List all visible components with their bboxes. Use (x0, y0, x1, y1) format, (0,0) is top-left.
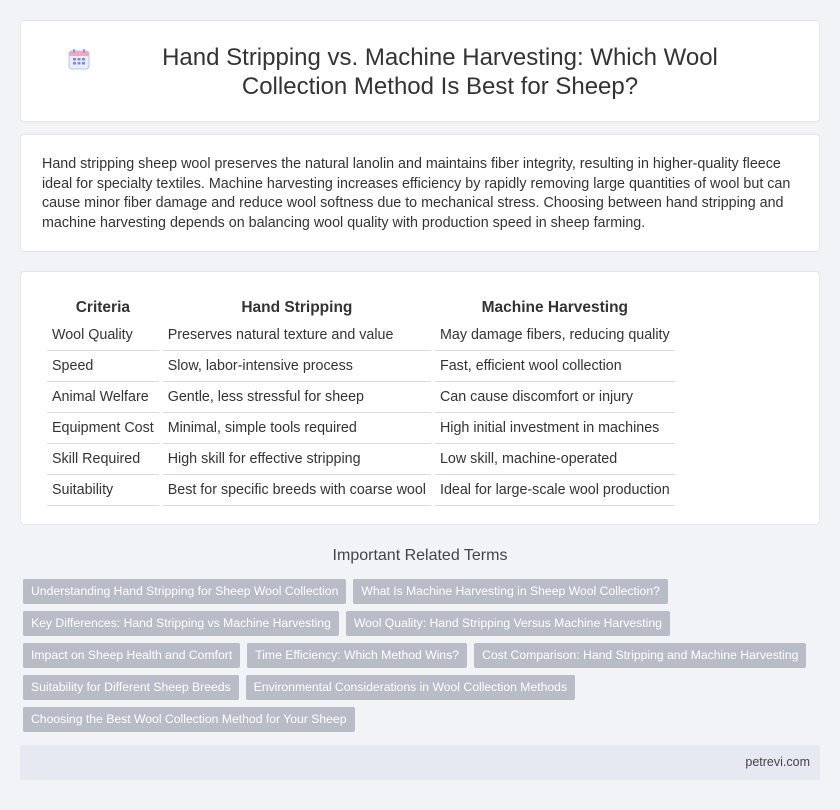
footer-site-link[interactable]: petrevi.com (745, 755, 810, 769)
cell-machine-harvesting: Fast, efficient wool collection (435, 351, 675, 382)
title-card (20, 20, 820, 122)
table-row (47, 413, 675, 444)
table-row (47, 382, 675, 413)
header-criteria: Criteria (75, 299, 130, 316)
cell-criteria: Speed (47, 351, 159, 382)
cell-criteria: Equipment Cost (47, 413, 159, 444)
header-hand-stripping: Hand Stripping (241, 299, 353, 316)
related-term-tag[interactable]: Key Differences: Hand Stripping vs Machine Harvesting (23, 611, 339, 636)
summary-card (20, 134, 820, 252)
table-row (47, 351, 675, 382)
cell-hand-stripping: Minimal, simple tools required (163, 413, 431, 444)
cell-criteria: Skill Required (47, 444, 159, 475)
related-terms-heading: Important Related Terms (332, 547, 508, 564)
cell-machine-harvesting: Low skill, machine-operated (435, 444, 675, 475)
tag-row (23, 643, 803, 668)
cell-machine-harvesting: May damage fibers, reducing quality (435, 320, 675, 351)
related-term-tag[interactable]: Impact on Sheep Health and Comfort (23, 643, 240, 668)
cell-hand-stripping: Best for specific breeds with coarse wool (163, 475, 431, 506)
cell-hand-stripping: Preserves natural texture and value (163, 320, 431, 351)
comparison-table (43, 296, 679, 506)
related-term-tag[interactable]: Suitability for Different Sheep Breeds (23, 675, 239, 700)
tag-row (23, 611, 803, 636)
related-term-tag[interactable]: Choosing the Best Wool Collection Method for Your Sheep (23, 707, 355, 732)
cell-hand-stripping: Gentle, less stressful for sheep (163, 382, 431, 413)
header-machine-harvesting: Machine Harvesting (481, 299, 629, 316)
tag-row (23, 675, 803, 700)
comparison-card (20, 271, 820, 525)
tag-row (23, 579, 803, 604)
tag-row (23, 707, 803, 732)
table-row (47, 320, 675, 351)
cell-criteria: Suitability (47, 475, 159, 506)
cell-hand-stripping: High skill for effective stripping (163, 444, 431, 475)
cell-hand-stripping: Slow, labor-intensive process (163, 351, 431, 382)
table-header-row (47, 296, 675, 320)
footer (20, 745, 820, 780)
cell-criteria: Wool Quality (47, 320, 159, 351)
related-term-tag[interactable]: Time Efficiency: Which Method Wins? (247, 643, 467, 668)
related-terms-list (23, 579, 803, 739)
table-row (47, 475, 675, 506)
table-row (47, 444, 675, 475)
related-term-tag[interactable]: Environmental Considerations in Wool Collection Methods (246, 675, 575, 700)
cell-machine-harvesting: Ideal for large-scale wool production (435, 475, 675, 506)
related-term-tag[interactable]: Understanding Hand Stripping for Sheep Wool Collection (23, 579, 346, 604)
cell-criteria: Animal Welfare (47, 382, 159, 413)
summary-paragraph: Hand stripping sheep wool preserves the natural lanolin and maintains fiber integrity, resulting in higher-quality fleece ideal for specialty textiles. Machine harvesting increases efficiency by rapidly removing large quantities of wool but can cause minor fiber damage and reduce wool softness due to mechanical stress. Choosing between hand stripping and machine harvesting depends on balancing wool quality with production speed in sheep farming. (42, 156, 791, 231)
cell-machine-harvesting: High initial investment in machines (435, 413, 675, 444)
page-title: Hand Stripping vs. Machine Harvesting: Which Wool Collection Method Is Best for Sheep? (162, 44, 718, 100)
related-term-tag[interactable]: What Is Machine Harvesting in Sheep Wool Collection? (353, 579, 668, 604)
related-term-tag[interactable]: Cost Comparison: Hand Stripping and Machine Harvesting (474, 643, 806, 668)
related-term-tag[interactable]: Wool Quality: Hand Stripping Versus Machine Harvesting (346, 611, 670, 636)
cell-machine-harvesting: Can cause discomfort or injury (435, 382, 675, 413)
